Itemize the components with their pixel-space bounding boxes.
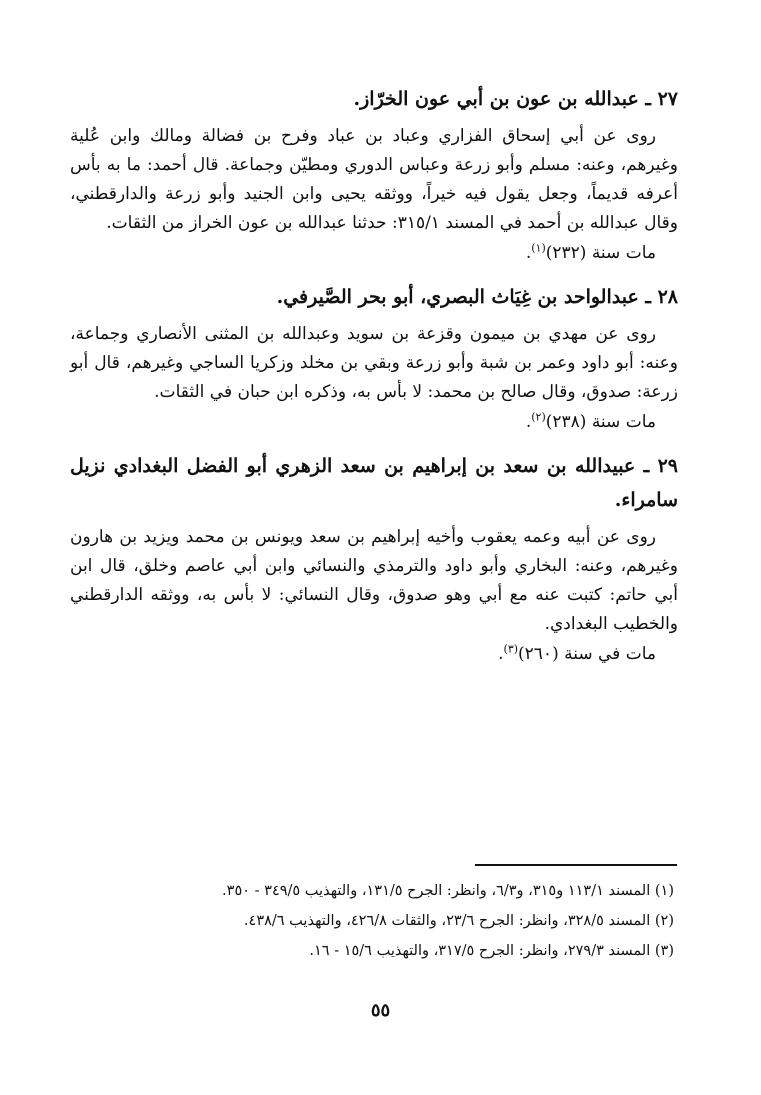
footnote-divider <box>475 864 677 866</box>
entry-death: مات في سنة (٢٦٠)$^{(٣)}$. <box>498 642 656 664</box>
entry-death: مات سنة (٢٣٢)$^{(١)}$. <box>525 241 656 263</box>
footnote-3: (٣) المسند ٢٧٩/٣، وانظر: الجرح ٣١٧/٥، والتهذيب ١٥/٦ - ١٦. <box>309 943 674 959</box>
entry-heading: ٢٨ ـ عبدالواحد بن غِيَاث البصري، أبو بحر الصَّيرفي. <box>276 286 678 308</box>
footnote-ref[interactable]: (١) <box>531 241 546 255</box>
footnote-ref[interactable]: (٢) <box>531 410 546 424</box>
death-text: مات سنة (٢٣٨) <box>545 412 656 432</box>
page-number: ٥٥ <box>370 1000 391 1021</box>
entry-27 <box>70 82 678 268</box>
entry-29 <box>70 449 678 669</box>
death-text: مات في سنة (٢٦٠) <box>518 644 656 664</box>
entry-28 <box>70 280 678 437</box>
entry-heading: ٢٧ ـ عبدالله بن عون بن أبي عون الخرّاز. <box>353 88 678 110</box>
entry-body: روى عن أبيه وعمه يعقوب وأخيه إبراهيم بن سعد ويونس بن محمد ويزيد بن هارون وغيرهم، وعنه: البخاري وأبو داود والترمذي والنسائي وابن أبي عاصم وخلق، قال ابن أبي حاتم: كتبت عنه مع أبي وهو صدوق، وقال النسائي: لا بأس به، ووثقه الدارقطني والخطيب البغدادي. <box>70 527 678 634</box>
death-text: مات سنة (٢٣٢) <box>545 243 656 263</box>
entry-death: مات سنة (٢٣٨)$^{(٢)}$. <box>525 410 656 432</box>
footnote-2: (٢) المسند ٣٢٨/٥، وانظر: الجرح ٢٣/٦، والثقات ٤٢٦/٨، والتهذيب ٤٣٨/٦. <box>243 913 674 929</box>
footnotes <box>70 876 674 966</box>
footnote-1: (١) المسند ١١٣/١ و٣١٥، و٦/٣، وانظر: الجرح ١٣١/٥، والتهذيب ٣٤٩/٥ - ٣٥٠. <box>222 883 674 899</box>
entry-heading: ٢٩ ـ عبيدالله بن سعد بن إبراهيم بن سعد الزهري أبو الفضل البغدادي نزيل سامراء. <box>70 455 678 511</box>
entry-body: روى عن مهدي بن ميمون وقزعة بن سويد وعبدالله بن المثنى الأنصاري وجماعة، وعنه: أبو داود وعمر بن شبة وأبو زرعة وبقي بن مخلد وزكريا الساجي وغيرهم، قال أبو زرعة: صدوق، وقال صالح بن محمد: لا بأس به، وذكره ابن حبان في الثقات. <box>70 324 678 402</box>
footnote-ref[interactable]: (٣) <box>503 642 519 656</box>
page-body <box>70 82 678 681</box>
entry-body: روى عن أبي إسحاق الفزاري وعباد بن عباد وفرح بن فضالة ومالك وابن عُلية وغيرهم، وعنه: مسلم وأبو زرعة وعباس الدوري ومطيّن وجماعة. قال أحمد: ما به بأس أعرفه قديماً، وجعل يقول فيه خيراً، ووثقه يحيى وابن الجنيد وأبو زرعة والدارقطني، وقال عبدالله بن أحمد في المسند ٣١٥/١: حدثنا عبدالله بن عون الخراز من الثقات. <box>70 126 678 233</box>
